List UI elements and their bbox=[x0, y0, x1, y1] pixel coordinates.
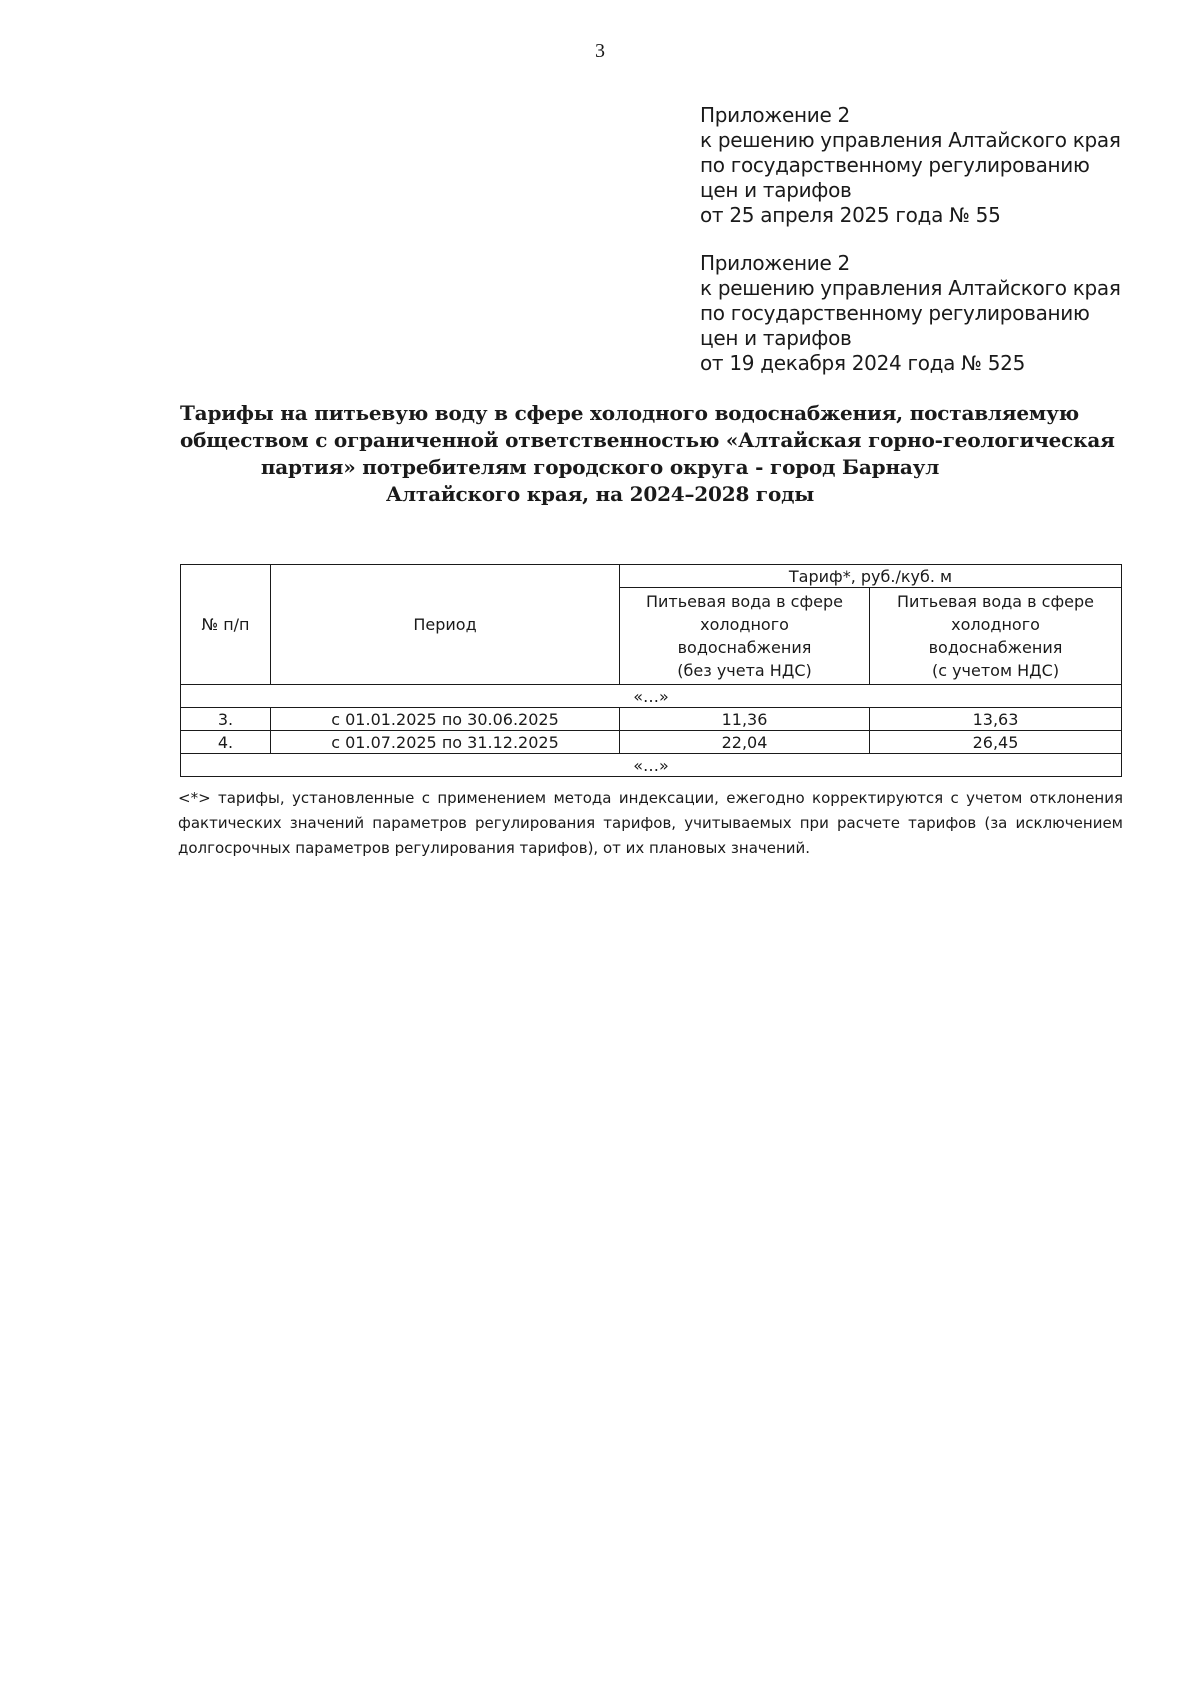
table-row-ellipsis bbox=[181, 685, 1122, 708]
row-tariff-with-vat: 13,63 bbox=[870, 708, 1122, 731]
header-line: Питьевая вода в сфере bbox=[646, 592, 843, 611]
table-row bbox=[181, 708, 1122, 731]
appendix-line: к решению управления Алтайского края bbox=[700, 128, 1121, 152]
row-number: 4. bbox=[181, 731, 271, 754]
appendix-line: цен и тарифов bbox=[700, 326, 852, 350]
row-period: с 01.01.2025 по 30.06.2025 bbox=[271, 708, 620, 731]
tariff-footnote: <*> тарифы, установленные с применением метода индексации, ежегодно корректируются с учетом отклонения фактических значений параметров регулирования тарифов, учитываемых при расчете тарифов (за исключением долгосрочных параметров регулирования тарифов), от их плановых значений. bbox=[178, 789, 1123, 857]
header-line: (без учета НДС) bbox=[677, 661, 812, 680]
row-period: с 01.07.2025 по 31.12.2025 bbox=[271, 731, 620, 754]
header-line: холодного bbox=[700, 615, 789, 634]
header-tariff-group: Тариф*, руб./куб. м bbox=[620, 565, 1122, 588]
header-number: № п/п bbox=[181, 565, 271, 685]
appendix-line: по государственному регулированию bbox=[700, 301, 1090, 325]
ellipsis-cell: «…» bbox=[181, 754, 1122, 777]
header-period: Период bbox=[271, 565, 620, 685]
header-line: (с учетом НДС) bbox=[931, 661, 1060, 680]
row-tariff-without-vat: 11,36 bbox=[620, 708, 870, 731]
appendix-line: от 19 декабря 2024 года № 525 bbox=[700, 351, 1026, 375]
header-line: Питьевая вода в сфере bbox=[897, 592, 1094, 611]
title-line: Тарифы на питьевую воду в сфере холодного водоснабжения, поставляемую bbox=[180, 401, 1079, 425]
header-line: водоснабжения bbox=[928, 638, 1063, 657]
header-without-vat bbox=[620, 588, 870, 685]
appendix-line: по государственному регулированию bbox=[700, 153, 1090, 177]
appendix-line: от 25 апреля 2025 года № 55 bbox=[700, 203, 1001, 227]
document-title bbox=[180, 400, 1115, 508]
appendix-block-current bbox=[700, 103, 1140, 228]
row-number: 3. bbox=[181, 708, 271, 731]
appendix-line: к решению управления Алтайского края bbox=[700, 276, 1121, 300]
title-line: партия» потребителям городского округа - город Барнаул bbox=[260, 455, 940, 479]
row-tariff-without-vat: 22,04 bbox=[620, 731, 870, 754]
title-line: обществом с ограниченной ответственностью «Алтайская горно-геологическая bbox=[180, 428, 1115, 452]
header-line: водоснабжения bbox=[677, 638, 812, 657]
header-with-vat bbox=[870, 588, 1122, 685]
page-number: 3 bbox=[595, 40, 605, 62]
appendix-line: цен и тарифов bbox=[700, 178, 852, 202]
ellipsis-cell: «…» bbox=[181, 685, 1122, 708]
appendix-block-original bbox=[700, 251, 1140, 376]
table-row-ellipsis bbox=[181, 754, 1122, 777]
row-tariff-with-vat: 26,45 bbox=[870, 731, 1122, 754]
appendix-line: Приложение 2 bbox=[700, 103, 850, 127]
table-row bbox=[181, 731, 1122, 754]
title-line: Алтайского края, на 2024–2028 годы bbox=[385, 482, 815, 506]
header-line: холодного bbox=[951, 615, 1040, 634]
tariff-table bbox=[180, 564, 1122, 777]
appendix-line: Приложение 2 bbox=[700, 251, 850, 275]
